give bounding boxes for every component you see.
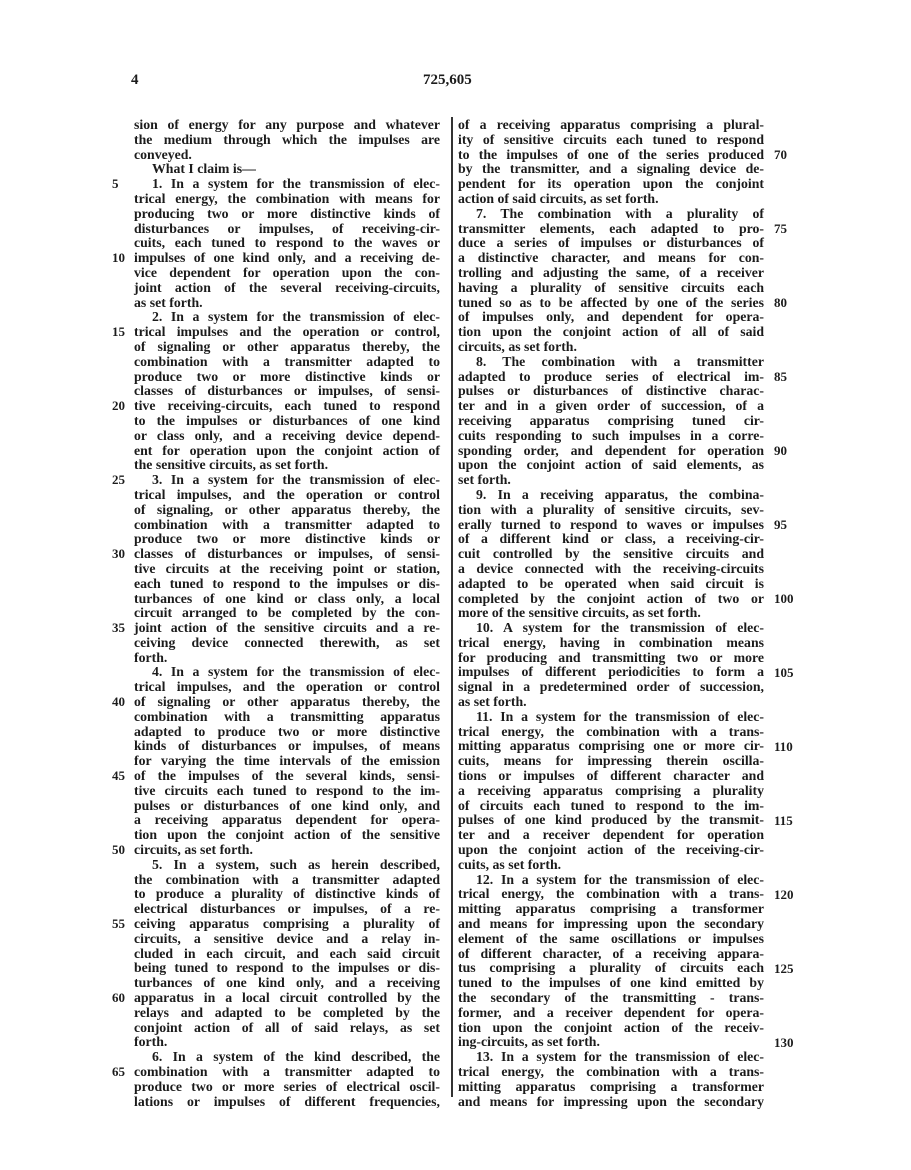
text-line: circuits, as set forth. — [134, 842, 253, 858]
text-line: 6. In a system of the kind described, the — [152, 1049, 440, 1065]
line-number: 105 — [774, 664, 794, 680]
text-line: combination with a transmitter adapted to — [134, 353, 440, 369]
text-line: as set forth. — [458, 694, 527, 710]
text-line: tion upon the conjoint action of all of said — [458, 324, 764, 340]
text-line: producing two or more distinctive kinds of — [134, 205, 440, 221]
line-number: 65 — [112, 1064, 125, 1080]
text-line: trical impulses and the operation or control, — [134, 324, 440, 340]
text-line: to the impulses or disturbances of one kind — [134, 412, 440, 428]
text-line: joint action of the sensitive circuits and a re- — [134, 620, 440, 636]
line-number: 85 — [774, 368, 787, 384]
text-line: or class only, and a receiving device depend- — [134, 427, 440, 443]
text-line: of different character, of a receiving appara- — [458, 945, 764, 961]
text-line: signal in a predetermined order of succession, — [458, 679, 764, 695]
line-number: 55 — [112, 916, 125, 932]
left-column — [134, 118, 440, 1109]
line-number: 45 — [112, 768, 125, 784]
text-line: adapted to produce two or more distinctive — [134, 723, 440, 739]
text-line: the medium through which the impulses are — [134, 131, 440, 147]
text-line: of the impulses of the several kinds, sensi- — [134, 768, 440, 784]
line-number: 50 — [112, 842, 125, 858]
text-line: former, and a receiver dependent for opera- — [458, 1004, 764, 1020]
text-line: trical energy, having in combination means — [458, 634, 764, 650]
text-line: classes of disturbances or impulses, of sensi- — [134, 383, 440, 399]
text-line: of impulses only, and dependent for opera- — [458, 309, 764, 325]
text-line: erally turned to respond to waves or impulses — [458, 516, 764, 532]
text-line: pulses or disturbances of one kind only, and — [134, 797, 440, 813]
text-line: trical energy, the combination with means for — [134, 190, 440, 206]
text-line: a device connected with the receiving-circuits — [458, 560, 764, 576]
text-line: pendent for its operation upon the conjoint — [458, 176, 764, 192]
text-line: for producing and transmitting two or more — [458, 649, 764, 665]
text-line: ing-circuits, as set forth. — [458, 1034, 600, 1050]
text-line: joint action of the several receiving-circuits, — [134, 279, 440, 295]
text-line: upon the conjoint action of the receiving-cir- — [458, 842, 764, 858]
text-line: as set forth. — [134, 294, 203, 310]
page-number: 4 — [131, 72, 139, 88]
text-line: for varying the time intervals of the emission — [134, 753, 440, 769]
text-line: cuits, each tuned to respond to the waves or — [134, 235, 440, 251]
text-line: tion with a plurality of sensitive circuits, sev- — [458, 501, 764, 517]
text-line: 9. In a receiving apparatus, the combina- — [476, 486, 764, 502]
text-line: turbances of one kind only, and a receiving — [134, 975, 440, 991]
text-line: relays and adapted to be completed by the — [134, 1004, 440, 1020]
text-line: produce two or more distinctive kinds or — [134, 368, 440, 384]
text-line: 3. In a system for the transmission of elec- — [152, 472, 440, 488]
right-column — [458, 118, 764, 1109]
text-line: receiving apparatus comprising tuned cir- — [458, 412, 764, 428]
text-line: circuits, a sensitive device and a relay in- — [134, 930, 440, 946]
text-line: combination with a transmitter adapted to — [134, 1064, 440, 1079]
line-number: 75 — [774, 220, 787, 236]
text-line: pulses of one kind produced by the transmit- — [458, 812, 764, 828]
text-line: trolling and adjusting the same, of a receiver — [458, 264, 764, 280]
text-line: forth. — [134, 649, 168, 665]
text-line: ent for operation upon the conjoint action of — [134, 442, 440, 458]
text-line: cuits responding to such impulses in a corre- — [458, 427, 764, 443]
text-line: 2. In a system for the transmission of elec- — [152, 309, 440, 325]
text-line: tuned so as to be affected by one of the series — [458, 294, 764, 310]
text-line: apparatus in a local circuit controlled by the — [134, 990, 440, 1006]
text-line: impulses of one kind only, and a receiving de- — [134, 250, 440, 266]
text-line: completed by the conjoint action of two or — [458, 590, 764, 606]
text-line: trical impulses, and the operation or control — [134, 679, 440, 695]
patent-number: 725,605 — [423, 72, 472, 88]
text-line: circuits, as set forth. — [458, 338, 577, 354]
line-number: 15 — [112, 324, 125, 340]
text-line: 11. In a system for the transmission of elec- — [476, 708, 764, 724]
text-line: and means for impressing upon the secondary — [458, 916, 764, 932]
text-line: adapted to be operated when said circuit is — [458, 575, 764, 591]
text-line: action of said circuits, as set forth. — [458, 190, 659, 206]
text-line: duce a series of impulses or disturbances of — [458, 235, 764, 251]
text-line: ity of sensitive circuits each tuned to respond — [458, 131, 764, 147]
text-line: the combination with a transmitter adapted — [134, 871, 440, 887]
text-line: conjoint action of all of said relays, as set — [134, 1019, 440, 1035]
text-line: tion upon the conjoint action of the receiv- — [458, 1019, 764, 1035]
text-line: tive receiving-circuits, each tuned to respond — [134, 398, 440, 414]
text-line: 8. The combination with a transmitter — [476, 353, 764, 369]
line-number: 100 — [774, 590, 794, 606]
line-number: 10 — [112, 250, 125, 266]
text-line: ter and in a given order of succession, of a — [458, 398, 764, 414]
text-line: a receiving apparatus comprising a plurality — [458, 782, 764, 798]
line-number: 20 — [112, 398, 125, 414]
text-line: tions or impulses of different character and — [458, 768, 764, 784]
text-line: tive circuits at the receiving point or station, — [134, 560, 440, 576]
text-line: adapted to produce series of electrical im- — [458, 368, 764, 384]
text-line: more of the sensitive circuits, as set forth. — [458, 605, 701, 621]
text-line: tive circuits each tuned to respond to the im- — [134, 782, 440, 798]
text-line: set forth. — [458, 472, 511, 488]
text-line: of a receiving apparatus comprising a plural- — [458, 117, 764, 132]
text-line: circuit arranged to be completed by the con- — [134, 605, 440, 621]
text-line: sponding order, and dependent for operation — [458, 442, 764, 458]
text-line: sion of energy for any purpose and whatever — [134, 117, 440, 132]
text-line: cluded in each circuit, and each said circuit — [134, 945, 440, 961]
text-line: turbances of one kind or class only, a local — [134, 590, 440, 606]
line-number: 125 — [774, 960, 794, 976]
line-number: 5 — [112, 176, 119, 192]
line-number: 110 — [774, 738, 793, 754]
text-line: of circuits each tuned to respond to the im- — [458, 797, 764, 813]
text-line: classes of disturbances or impulses, of sensi- — [134, 546, 440, 562]
text-line: cuit controlled by the sensitive circuits and — [458, 546, 764, 562]
text-line: 5. In a system, such as herein described, — [152, 856, 440, 872]
text-line: produce two or more distinctive kinds or — [134, 531, 440, 547]
text-line: trical energy, the combination with a trans- — [458, 723, 764, 739]
text-line: 4. In a system for the transmission of elec- — [152, 664, 440, 680]
text-line: What I claim is— — [152, 161, 256, 177]
text-line: conveyed. — [134, 146, 192, 162]
line-number: 80 — [774, 294, 787, 310]
text-line: electrical disturbances or impulses, of a re- — [134, 901, 440, 917]
text-line: having a plurality of sensitive circuits each — [458, 279, 764, 295]
column-divider — [451, 117, 453, 1097]
text-line: to produce a plurality of distinctive kinds of — [134, 886, 440, 902]
text-line: a receiving apparatus dependent for opera- — [134, 812, 440, 828]
text-line: trical energy, the combination with a trans- — [458, 1064, 764, 1079]
line-number: 95 — [774, 516, 787, 532]
text-line: transmitter elements, each adapted to pro- — [458, 220, 764, 236]
text-line: mitting apparatus comprising one or more cir- — [458, 738, 764, 754]
line-number: 60 — [112, 990, 125, 1006]
text-line: 7. The combination with a plurality of — [476, 205, 764, 221]
text-line: trical impulses, and the operation or control — [134, 486, 440, 502]
text-line: the secondary of the transmitting - trans- — [458, 990, 764, 1006]
text-line: vice dependent for operation upon the con- — [134, 264, 440, 280]
text-line: each tuned to respond to the impulses or dis- — [134, 575, 440, 591]
text-line: combination with a transmitter adapted to — [134, 516, 440, 532]
text-line: 12. In a system for the transmission of elec- — [476, 871, 764, 887]
text-line: mitting apparatus comprising a transformer — [458, 901, 764, 917]
line-number: 90 — [774, 442, 787, 458]
text-line: tuned to the impulses of one kind emitted by — [458, 975, 764, 991]
text-line: ter and a receiver dependent for operation — [458, 827, 764, 843]
text-line: the sensitive circuits, as set forth. — [134, 457, 329, 473]
text-line: tus comprising a plurality of circuits each — [458, 960, 764, 976]
text-line: of a different kind or class, a receiving-cir- — [458, 531, 764, 547]
text-line: and means for impressing upon the secondary — [458, 1093, 764, 1109]
text-line: trical energy, the combination with a trans- — [458, 886, 764, 902]
text-line: pulses or disturbances of distinctive charac- — [458, 383, 764, 399]
text-line: disturbances or impulses, of receiving-cir- — [134, 220, 440, 236]
text-line: kinds of disturbances or impulses, of means — [134, 738, 440, 754]
text-line: 1. In a system for the transmission of elec- — [152, 176, 440, 192]
text-line: of signaling or other apparatus thereby, the — [134, 694, 440, 710]
text-line: tion upon the conjoint action of the sensitive — [134, 827, 440, 843]
text-line: by the transmitter, and a signaling device de- — [458, 161, 764, 177]
text-line: mitting apparatus comprising a transformer — [458, 1078, 764, 1094]
text-line: to the impulses of one of the series produced — [458, 146, 764, 162]
text-line: element of the same oscillations or impulses — [458, 930, 764, 946]
line-number: 30 — [112, 546, 125, 562]
text-line: ceiving apparatus comprising a plurality of — [134, 916, 440, 932]
line-number: 35 — [112, 620, 125, 636]
text-line: forth. — [134, 1034, 168, 1050]
text-line: 13. In a system for the transmission of elec- — [476, 1049, 764, 1065]
text-line: upon the conjoint action of said elements, as — [458, 457, 764, 473]
text-line: ceiving device connected therewith, as set — [134, 634, 440, 650]
line-number: 130 — [774, 1034, 794, 1050]
line-number: 40 — [112, 694, 125, 710]
text-line: a distinctive character, and means for con- — [458, 250, 764, 266]
line-number: 25 — [112, 472, 125, 488]
line-number: 115 — [774, 812, 793, 828]
text-line: of signaling or other apparatus thereby, the — [134, 338, 440, 354]
text-line: cuits, as set forth. — [458, 856, 562, 872]
text-line: of signaling, or other apparatus thereby, the — [134, 501, 440, 517]
text-line: lations or impulses of different frequencies, — [134, 1093, 440, 1109]
text-line: produce two or more series of electrical oscil- — [134, 1078, 440, 1094]
line-number: 70 — [774, 146, 787, 162]
text-line: impulses of different periodicities to form a — [458, 664, 764, 680]
line-number: 120 — [774, 886, 794, 902]
text-line: cuits, means for impressing therein oscilla- — [458, 753, 764, 769]
text-line: combination with a transmitting apparatus — [134, 708, 440, 724]
text-line: 10. A system for the transmission of elec- — [476, 620, 764, 636]
text-line: being tuned to respond to the impulses or dis- — [134, 960, 440, 976]
